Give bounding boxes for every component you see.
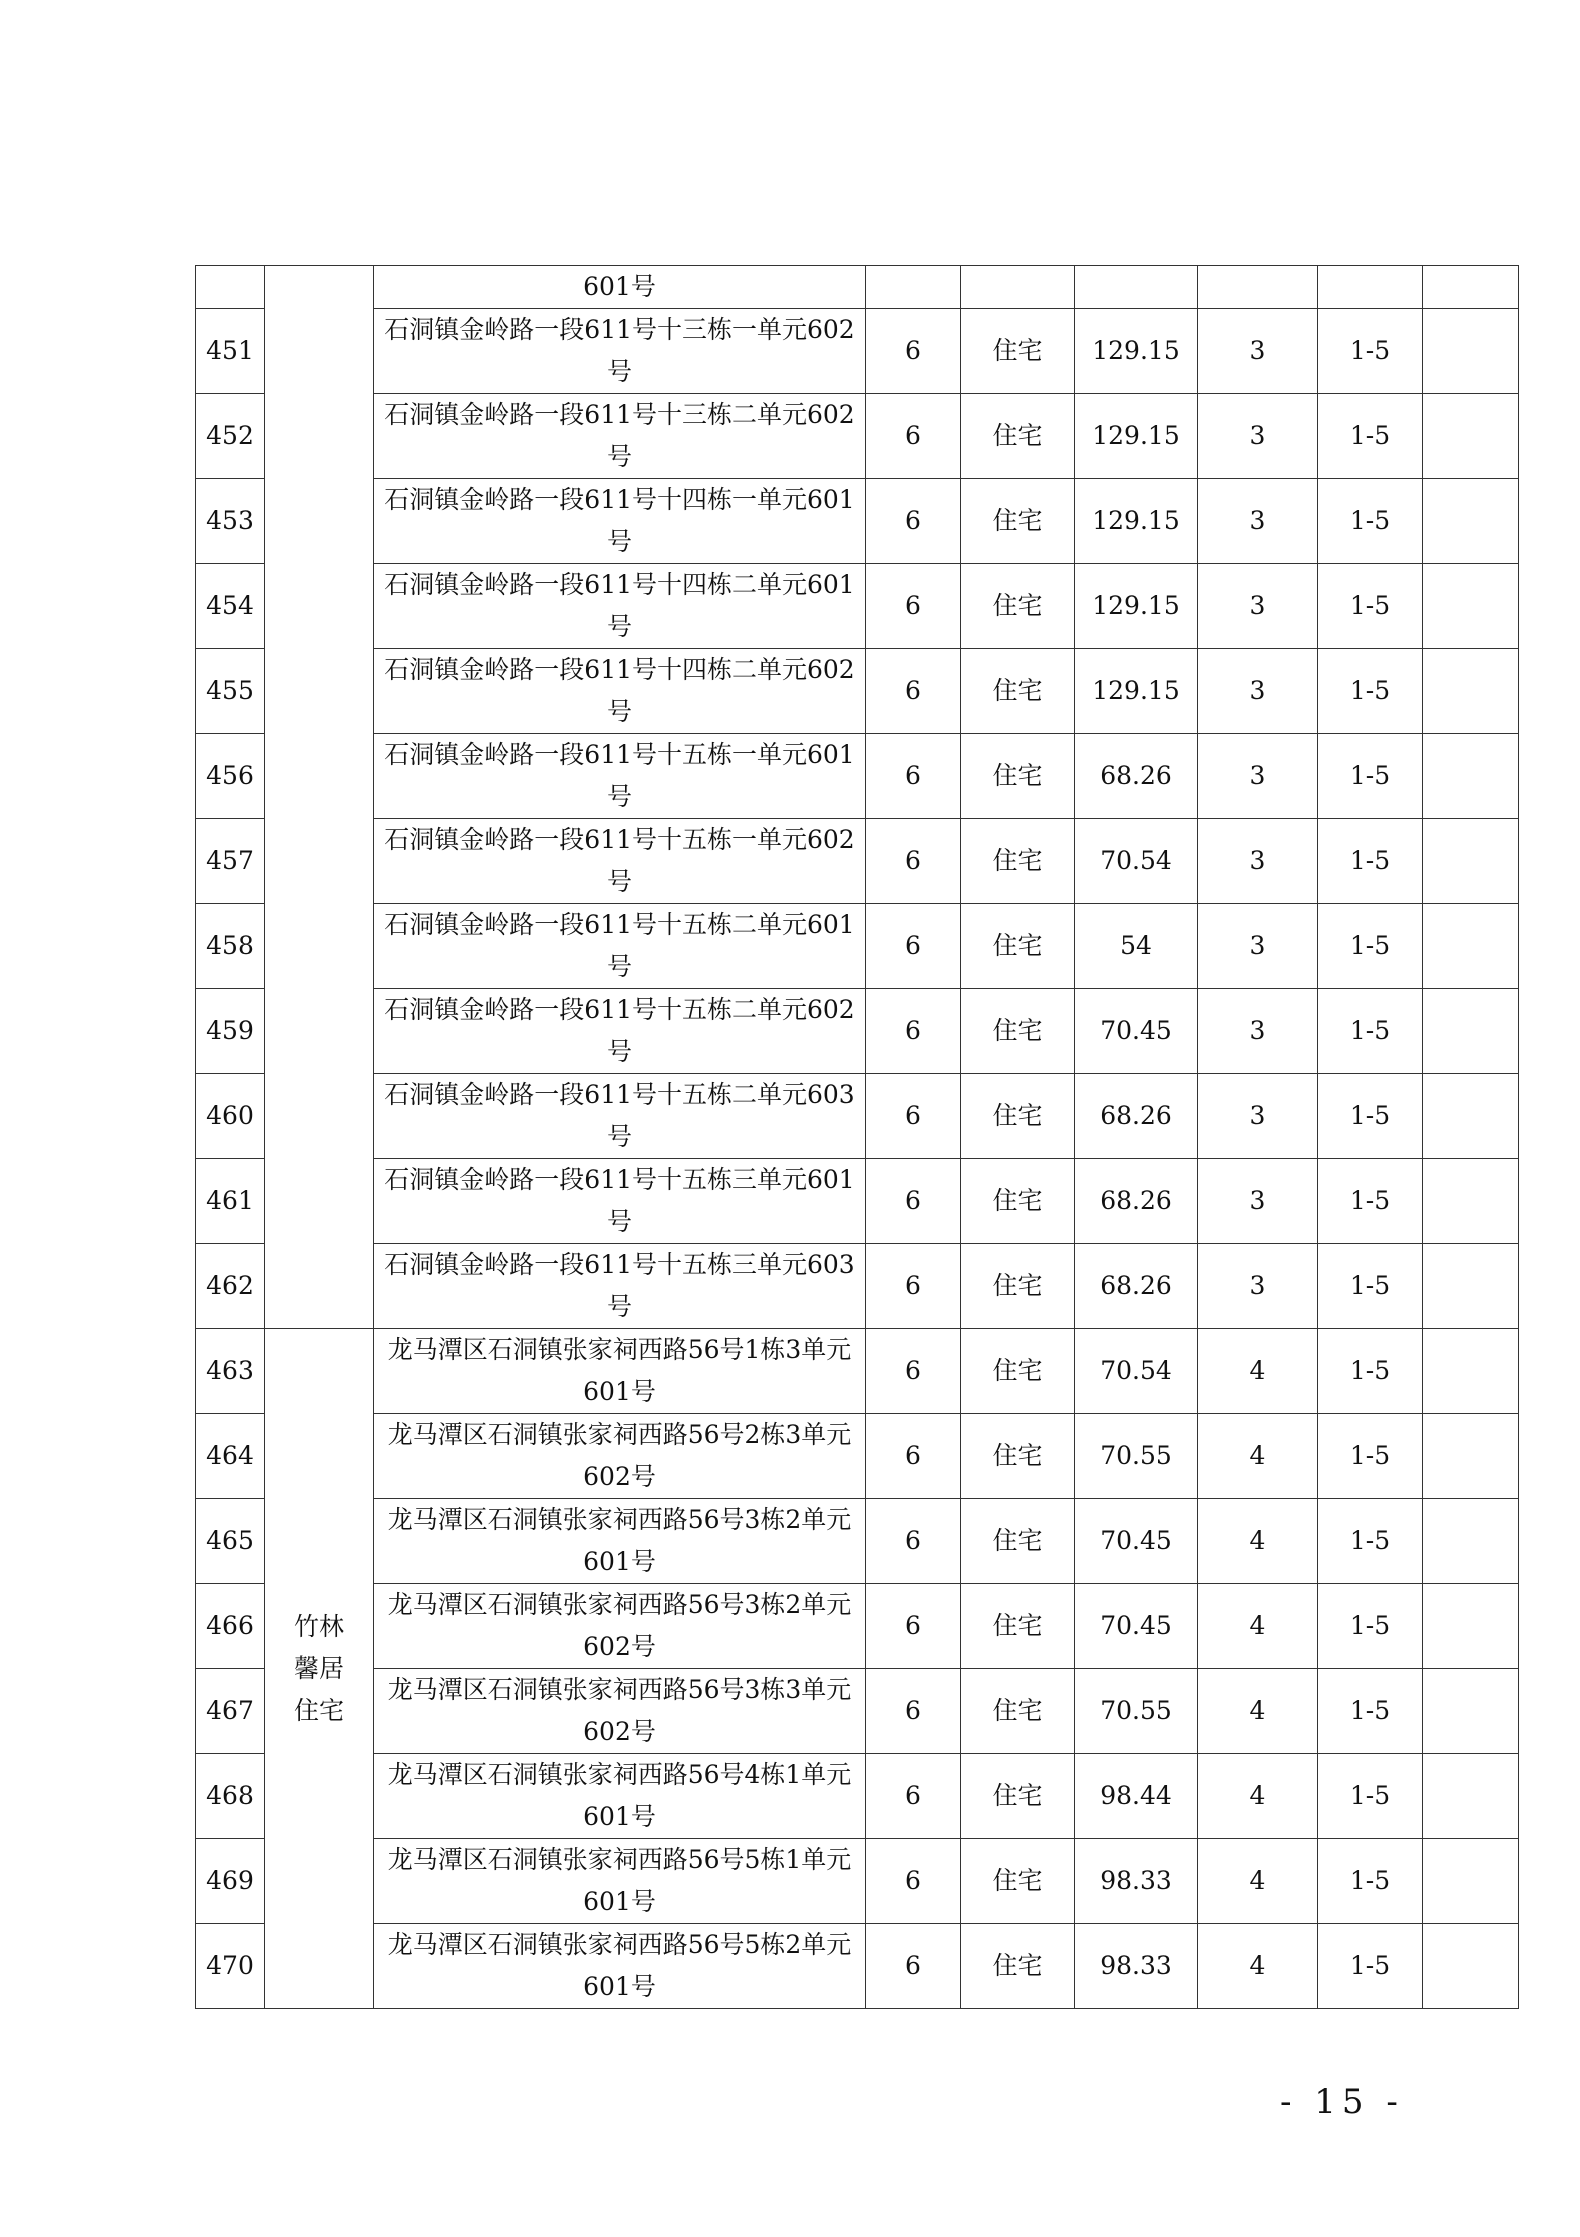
cell-grade: 3 (1198, 904, 1318, 989)
cell-use: 住宅 (961, 649, 1075, 734)
cell-note (1423, 819, 1519, 904)
cell-address: 石洞镇金岭路一段611号十三栋一单元602号 (374, 309, 866, 394)
cell-note (1423, 564, 1519, 649)
cell-years: 1-5 (1318, 1584, 1423, 1669)
cell-note (1423, 1924, 1519, 2009)
cell-no: 461 (196, 1159, 265, 1244)
cell-floors: 6 (866, 1244, 961, 1329)
cell-floors: 6 (866, 309, 961, 394)
cell-grade: 4 (1198, 1414, 1318, 1499)
cell-area: 98.44 (1075, 1754, 1198, 1839)
cell-use: 住宅 (961, 1584, 1075, 1669)
cell-area: 129.15 (1075, 479, 1198, 564)
cell-grade: 3 (1198, 734, 1318, 819)
cell-no: 459 (196, 989, 265, 1074)
cell-years: 1-5 (1318, 1159, 1423, 1244)
cell-note (1423, 1074, 1519, 1159)
cell-address: 石洞镇金岭路一段611号十五栋二单元601号 (374, 904, 866, 989)
cell-no: 463 (196, 1329, 265, 1414)
cell-address: 石洞镇金岭路一段611号十五栋三单元603号 (374, 1244, 866, 1329)
cell-years: 1-5 (1318, 819, 1423, 904)
cell-address: 龙马潭区石洞镇张家祠西路56号4栋1单元601号 (374, 1754, 866, 1839)
cell-no: 458 (196, 904, 265, 989)
cell-floors: 6 (866, 479, 961, 564)
table-row (196, 989, 1519, 1074)
cell-years: 1-5 (1318, 1329, 1423, 1414)
cell-grade: 4 (1198, 1839, 1318, 1924)
cell-address: 龙马潭区石洞镇张家祠西路56号5栋2单元601号 (374, 1924, 866, 2009)
cell-years: 1-5 (1318, 1839, 1423, 1924)
cell-no: 467 (196, 1669, 265, 1754)
cell-floors: 6 (866, 649, 961, 734)
cell-grade: 3 (1198, 989, 1318, 1074)
cell-address: 龙马潭区石洞镇张家祠西路56号3栋2单元601号 (374, 1499, 866, 1584)
cell-grade: 4 (1198, 1669, 1318, 1754)
housing-table (195, 265, 1519, 2009)
cell-area: 129.15 (1075, 649, 1198, 734)
cell-floors: 6 (866, 564, 961, 649)
group-name-cell (265, 266, 374, 1329)
cell-use: 住宅 (961, 819, 1075, 904)
cell-grade: 4 (1198, 1924, 1318, 2009)
cell-address: 龙马潭区石洞镇张家祠西路56号1栋3单元601号 (374, 1329, 866, 1414)
cell-years: 1-5 (1318, 394, 1423, 479)
cell-use: 住宅 (961, 564, 1075, 649)
cell-no: 469 (196, 1839, 265, 1924)
cell-area: 70.55 (1075, 1414, 1198, 1499)
cell-floors: 6 (866, 1839, 961, 1924)
cell-note (1423, 649, 1519, 734)
cell-use: 住宅 (961, 1329, 1075, 1414)
cell-no: 452 (196, 394, 265, 479)
table-row (196, 1159, 1519, 1244)
cell-no: 456 (196, 734, 265, 819)
cell-no (196, 266, 265, 309)
cell-address: 石洞镇金岭路一段611号十四栋二单元601号 (374, 564, 866, 649)
cell-area: 98.33 (1075, 1924, 1198, 2009)
cell-note (1423, 1839, 1519, 1924)
cell-floors: 6 (866, 819, 961, 904)
table-body (196, 266, 1519, 2009)
table-row (196, 1839, 1519, 1924)
cell-floors: 6 (866, 1754, 961, 1839)
cell-use: 住宅 (961, 1669, 1075, 1754)
cell-note (1423, 1499, 1519, 1584)
cell-floors: 6 (866, 1329, 961, 1414)
cell-note (1423, 479, 1519, 564)
table-row (196, 1244, 1519, 1329)
cell-use: 住宅 (961, 394, 1075, 479)
cell-note (1423, 734, 1519, 819)
table-row (196, 394, 1519, 479)
table-row (196, 1329, 1519, 1414)
table-row (196, 1924, 1519, 2009)
cell-years: 1-5 (1318, 1669, 1423, 1754)
cell-use: 住宅 (961, 1414, 1075, 1499)
cell-area: 68.26 (1075, 1159, 1198, 1244)
cell-address: 龙马潭区石洞镇张家祠西路56号2栋3单元602号 (374, 1414, 866, 1499)
table-row (196, 309, 1519, 394)
cell-years: 1-5 (1318, 1414, 1423, 1499)
cell-area: 68.26 (1075, 1244, 1198, 1329)
cell-use (961, 266, 1075, 309)
cell-years: 1-5 (1318, 1924, 1423, 2009)
cell-use: 住宅 (961, 479, 1075, 564)
cell-note (1423, 989, 1519, 1074)
cell-grade: 3 (1198, 1074, 1318, 1159)
table-row (196, 819, 1519, 904)
cell-grade: 4 (1198, 1754, 1318, 1839)
cell-floors: 6 (866, 1074, 961, 1159)
cell-years: 1-5 (1318, 1754, 1423, 1839)
cell-note (1423, 1244, 1519, 1329)
cell-no: 454 (196, 564, 265, 649)
page-number: - 15 - (1280, 2082, 1404, 2122)
cell-address: 龙马潭区石洞镇张家祠西路56号3栋3单元602号 (374, 1669, 866, 1754)
cell-grade: 4 (1198, 1329, 1318, 1414)
cell-address: 石洞镇金岭路一段611号十五栋三单元601号 (374, 1159, 866, 1244)
cell-no: 453 (196, 479, 265, 564)
group-name-cell: 竹林馨居住宅 (265, 1329, 374, 2009)
cell-grade: 3 (1198, 479, 1318, 564)
cell-no: 464 (196, 1414, 265, 1499)
cell-years: 1-5 (1318, 904, 1423, 989)
cell-years: 1-5 (1318, 309, 1423, 394)
table-row (196, 564, 1519, 649)
cell-use: 住宅 (961, 1754, 1075, 1839)
cell-no: 470 (196, 1924, 265, 2009)
cell-grade: 3 (1198, 394, 1318, 479)
cell-use: 住宅 (961, 1074, 1075, 1159)
cell-area: 54 (1075, 904, 1198, 989)
cell-grade: 3 (1198, 649, 1318, 734)
cell-area: 70.45 (1075, 989, 1198, 1074)
cell-no: 465 (196, 1499, 265, 1584)
table-row (196, 1669, 1519, 1754)
cell-floors: 6 (866, 1159, 961, 1244)
cell-note (1423, 1329, 1519, 1414)
cell-area: 129.15 (1075, 564, 1198, 649)
cell-floors: 6 (866, 734, 961, 819)
table-row (196, 1584, 1519, 1669)
cell-note (1423, 1754, 1519, 1839)
cell-use: 住宅 (961, 1244, 1075, 1329)
cell-address: 石洞镇金岭路一段611号十四栋一单元601号 (374, 479, 866, 564)
cell-years: 1-5 (1318, 1074, 1423, 1159)
cell-use: 住宅 (961, 989, 1075, 1074)
table-row (196, 734, 1519, 819)
cell-years: 1-5 (1318, 989, 1423, 1074)
table-row (196, 479, 1519, 564)
cell-note (1423, 266, 1519, 309)
cell-floors: 6 (866, 904, 961, 989)
cell-address: 龙马潭区石洞镇张家祠西路56号5栋1单元601号 (374, 1839, 866, 1924)
cell-use: 住宅 (961, 1499, 1075, 1584)
cell-grade: 3 (1198, 564, 1318, 649)
cell-use: 住宅 (961, 1924, 1075, 2009)
cell-floors (866, 266, 961, 309)
table-row (196, 649, 1519, 734)
cell-years: 1-5 (1318, 479, 1423, 564)
cell-area: 70.55 (1075, 1669, 1198, 1754)
cell-use: 住宅 (961, 1839, 1075, 1924)
cell-use: 住宅 (961, 904, 1075, 989)
cell-area: 68.26 (1075, 734, 1198, 819)
cell-use: 住宅 (961, 309, 1075, 394)
cell-floors: 6 (866, 1414, 961, 1499)
cell-no: 466 (196, 1584, 265, 1669)
cell-floors: 6 (866, 1669, 961, 1754)
cell-note (1423, 1414, 1519, 1499)
cell-years: 1-5 (1318, 564, 1423, 649)
cell-area (1075, 266, 1198, 309)
cell-area: 70.45 (1075, 1584, 1198, 1669)
cell-note (1423, 394, 1519, 479)
cell-use: 住宅 (961, 1159, 1075, 1244)
cell-grade: 4 (1198, 1499, 1318, 1584)
cell-no: 460 (196, 1074, 265, 1159)
cell-floors: 6 (866, 1584, 961, 1669)
cell-grade: 3 (1198, 309, 1318, 394)
cell-floors: 6 (866, 989, 961, 1074)
cell-address: 石洞镇金岭路一段611号十三栋二单元602号 (374, 394, 866, 479)
cell-address: 石洞镇金岭路一段611号十五栋一单元601号 (374, 734, 866, 819)
cell-note (1423, 1159, 1519, 1244)
cell-no: 455 (196, 649, 265, 734)
cell-address: 龙马潭区石洞镇张家祠西路56号3栋2单元602号 (374, 1584, 866, 1669)
cell-area: 98.33 (1075, 1839, 1198, 1924)
cell-address: 石洞镇金岭路一段611号十五栋二单元602号 (374, 989, 866, 1074)
cell-grade: 3 (1198, 819, 1318, 904)
cell-no: 462 (196, 1244, 265, 1329)
cell-no: 468 (196, 1754, 265, 1839)
table-row (196, 1074, 1519, 1159)
cell-years: 1-5 (1318, 734, 1423, 819)
cell-years: 1-5 (1318, 1244, 1423, 1329)
cell-area: 70.54 (1075, 819, 1198, 904)
cell-address: 石洞镇金岭路一段611号十五栋一单元602号 (374, 819, 866, 904)
cell-area: 70.45 (1075, 1499, 1198, 1584)
table-row (196, 1499, 1519, 1584)
cell-address: 石洞镇金岭路一段611号十四栋二单元602号 (374, 649, 866, 734)
cell-note (1423, 1584, 1519, 1669)
cell-floors: 6 (866, 1924, 961, 2009)
cell-area: 68.26 (1075, 1074, 1198, 1159)
table-row (196, 1754, 1519, 1839)
cell-note (1423, 309, 1519, 394)
table-row-continuation (196, 266, 1519, 309)
cell-floors: 6 (866, 1499, 961, 1584)
cell-floors: 6 (866, 394, 961, 479)
cell-no: 457 (196, 819, 265, 904)
cell-grade: 3 (1198, 1244, 1318, 1329)
cell-address: 601号 (374, 266, 866, 309)
cell-area: 129.15 (1075, 394, 1198, 479)
cell-grade: 3 (1198, 1159, 1318, 1244)
cell-address: 石洞镇金岭路一段611号十五栋二单元603号 (374, 1074, 866, 1159)
cell-no: 451 (196, 309, 265, 394)
cell-use: 住宅 (961, 734, 1075, 819)
table-row (196, 1414, 1519, 1499)
cell-years (1318, 266, 1423, 309)
cell-years: 1-5 (1318, 1499, 1423, 1584)
cell-note (1423, 904, 1519, 989)
table-row (196, 904, 1519, 989)
cell-grade: 4 (1198, 1584, 1318, 1669)
cell-area: 129.15 (1075, 309, 1198, 394)
cell-grade (1198, 266, 1318, 309)
cell-years: 1-5 (1318, 649, 1423, 734)
cell-note (1423, 1669, 1519, 1754)
cell-area: 70.54 (1075, 1329, 1198, 1414)
